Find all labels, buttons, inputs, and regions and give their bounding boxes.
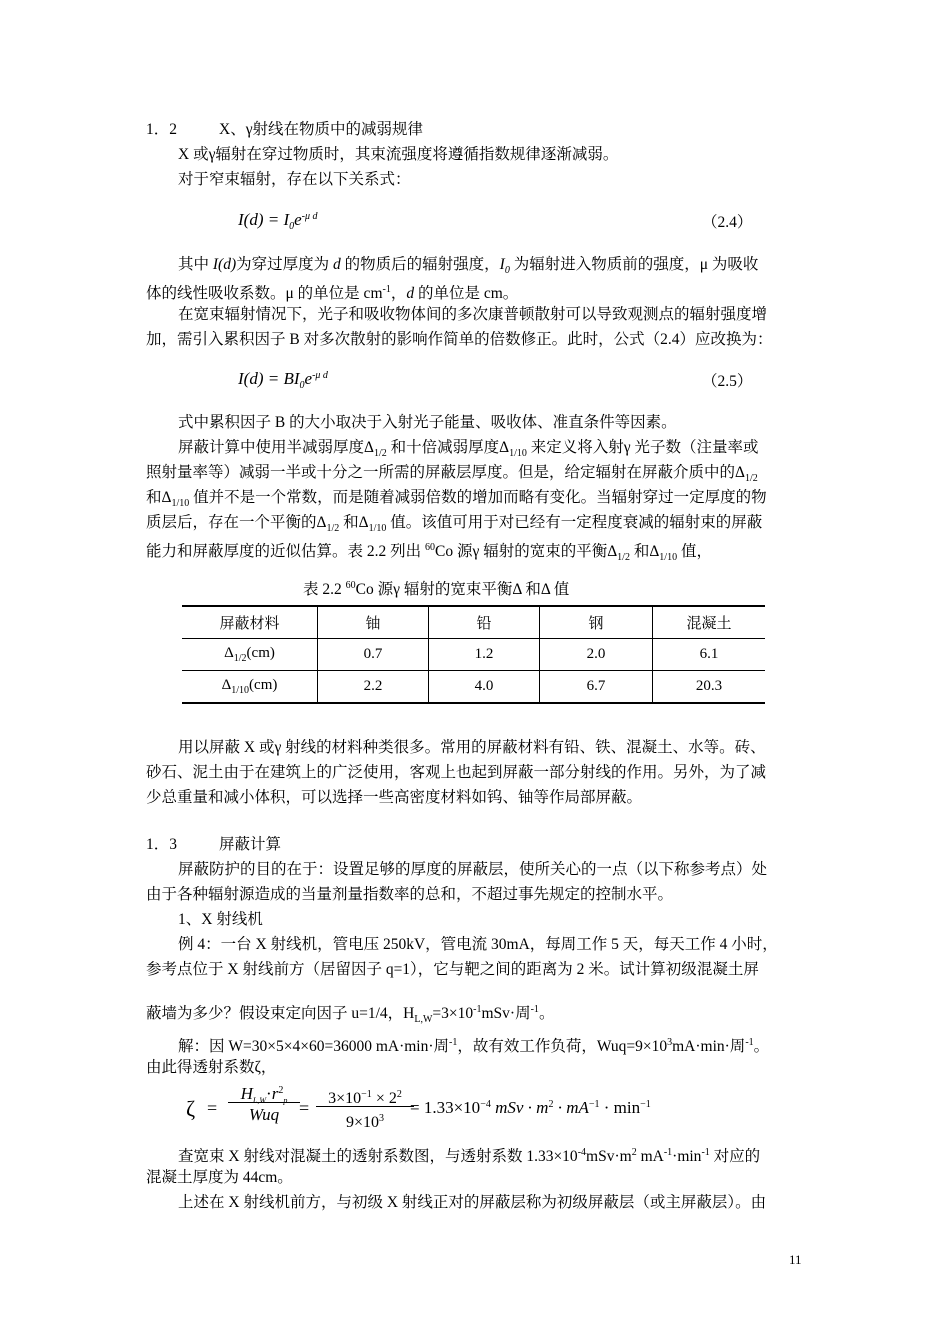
paragraph-line: 由于各种辐射源造成的当量剂量指数率的总和，不超过事先规定的控制水平。: [146, 886, 674, 903]
paragraph: 对于窄束辐射，存在以下关系式：: [178, 171, 411, 188]
table-cell: 2.2: [318, 671, 429, 704]
numerator: $3\times 10^{-1} \times 2^2$: [328, 1089, 402, 1107]
row-label: $\Delta_{1/10}(cm)$: [182, 671, 318, 704]
table-caption: 表 2.2 $^{60}$Co 源γ 辐射的宽束平衡Δ 和Δ 值: [303, 580, 570, 598]
section-title: X、γ射线在物质中的减弱规律: [219, 121, 424, 138]
example-paragraph: 例 4：一台 X 射线机，管电压 250kV，管电流 30mA，每周工作 5 天，每天工作 4 小时，: [178, 936, 778, 953]
section-1-2-heading: [146, 120, 423, 140]
paragraph-line: 能力和屏蔽厚度的近似估算。表 2.2 列出 $^{60}$Co 源γ 辐射的宽束的平衡$\Delta_{1/2}$ 和$\Delta_{1/10}$ 值，: [146, 542, 712, 563]
zeta-symbol: ζ: [186, 1096, 196, 1121]
paragraph: 用以屏蔽 X 或γ 射线的材料种类很多。常用的屏蔽材料有铅、铁、混凝土、水等。砖、: [178, 739, 766, 756]
denominator: Wuq: [228, 1102, 300, 1127]
solution-paragraph: 解：因 W=30×5×4×60=36000 mA·min·周$^{-1}$，故有效工作负荷，$Wuq=9\times 10^3mA\cdot\min\cdot$周$^{-1}$。: [178, 1037, 770, 1055]
paragraph-line: 照射量率等）减弱一半或十分之一所需的屏蔽层厚度。但是，给定辐射在屏蔽介质中的$\Delta_{1/2}$: [146, 464, 758, 484]
paragraph: X 或γ辐射在穿过物质时，其束流强度将遵循指数规律逐渐减弱。: [178, 146, 619, 163]
table-cell: 1.2: [429, 639, 540, 671]
paragraph-line: 由此得透射系数ζ，: [146, 1059, 277, 1076]
table-cell: 0.7: [318, 639, 429, 671]
equation-label: （2.5）: [702, 373, 753, 390]
table-cell: 2.0: [540, 639, 653, 671]
table-header: 钢: [540, 606, 653, 639]
equation-2-4: $I(d) = I_0e^{-\mu d}$: [238, 210, 318, 232]
paragraph-line: 参考点位于 X 射线前方（居留因子 q=1），它与靶之间的距离为 2 米。试计算初级混凝土屏: [146, 961, 759, 978]
subheading: 1、X 射线机: [178, 911, 263, 928]
equation-2-5: $I(d) = BI_0e^{-\mu d}$: [238, 369, 328, 391]
section-1-3-heading: [146, 835, 281, 855]
equation-label: （2.4）: [702, 214, 753, 231]
paragraph: 其中 I(d)为穿过厚度为 d 的物质后的辐射强度，$I_0$ 为辐射进入物质前的强度，μ 为吸收: [178, 256, 759, 276]
paragraph-line: 蔽墙为多少？假设束定向因子 u=1/4，$H_{L,W}=3\times 10^{-1}mSv\cdot$周$^{-1}$。: [146, 1004, 555, 1025]
fraction-2: [316, 1084, 414, 1135]
paragraph: 式中累积因子 B 的大小取决于入射光子能量、吸收体、准直条件等因素。: [178, 414, 677, 431]
denominator: $9\times 10^3$: [316, 1106, 414, 1135]
equals-sign: =: [299, 1098, 310, 1118]
table-header: 屏蔽材料: [182, 606, 318, 639]
paragraph: 上述在 X 射线机前方，与初级 X 射线正对的屏蔽层称为初级屏蔽层（或主屏蔽层）。由: [178, 1194, 767, 1211]
paragraph-line: 质层后，存在一个平衡的$\Delta_{1/2}$ 和$\Delta_{1/10}$ 值。该值可用于对已经有一定程度衰减的辐射束的屏蔽: [146, 514, 763, 534]
equals-sign: =: [207, 1098, 218, 1118]
table-2-2: [182, 605, 765, 704]
table-row: [182, 639, 765, 671]
table-cell: 6.1: [653, 639, 766, 671]
paragraph-line: 少总重量和减小体积，可以选择一些高密度材料如钨、铀等作局部屏蔽。: [146, 789, 643, 806]
paragraph: 屏蔽计算中使用半减弱厚度$\Delta_{1/2}$ 和十倍减弱厚度$\Delta_{1/10}$ 来定义将入射γ 光子数（注量率或: [178, 439, 759, 459]
paragraph-line: 体的线性吸收系数。μ 的单位是 $cm^{-1}$，d 的单位是 cm。: [146, 284, 519, 302]
equation-result: = $1.33\times 10^{-4}$ mSv · $m^2 \cdot mA^{-1} \cdot \min^{-1}$: [410, 1098, 651, 1117]
page-number: 11: [789, 1252, 802, 1267]
paragraph: 屏蔽防护的目的在于：设置足够的厚度的屏蔽层，使所关心的一点（以下称参考点）处: [178, 861, 768, 878]
paragraph-line: 加，需引入累积因子 B 对多次散射的影响作简单的倍数修正。此时，公式（2.4）应改换为：: [146, 331, 773, 348]
fraction-1: [228, 1080, 300, 1127]
table-header-row: [182, 606, 765, 639]
paragraph-line: 和$\Delta_{1/10}$ 值并不是一个常数，而是随着减弱倍数的增加而略有变化。当辐射穿过一定厚度的物: [146, 489, 767, 509]
section-number: 1．2: [146, 121, 178, 138]
table-cell: 20.3: [653, 671, 766, 704]
paragraph: 在宽束辐射情况下，光子和吸收物体间的多次康普顿散射可以导致观测点的辐射强度增: [178, 306, 768, 323]
table-header: 铅: [429, 606, 540, 639]
paragraph-line: 砂石、泥土由于在建筑上的广泛使用，客观上也起到屏蔽一部分射线的作用。另外，为了减: [146, 764, 767, 781]
table-header: 混凝土: [653, 606, 766, 639]
paragraph: 查宽束 X 射线对混凝土的透射系数图，与透射系数 $1.33\times 10^{-4}mSv\cdot m^2$ $mA^{-1}\cdot\min^{-1}$ 对应的: [178, 1147, 761, 1165]
paragraph-line: 混凝土厚度为 44cm。: [146, 1169, 293, 1186]
row-label: $\Delta_{1/2}(cm)$: [182, 639, 318, 671]
table-cell: 6.7: [540, 671, 653, 704]
section-number: 1．3: [146, 836, 178, 853]
table-cell: 4.0: [429, 671, 540, 704]
table-row: [182, 671, 765, 704]
numerator: $H_{L,W}\cdot r^2_p$: [240, 1084, 288, 1105]
section-title: 屏蔽计算: [219, 836, 282, 853]
table-header: 铀: [318, 606, 429, 639]
